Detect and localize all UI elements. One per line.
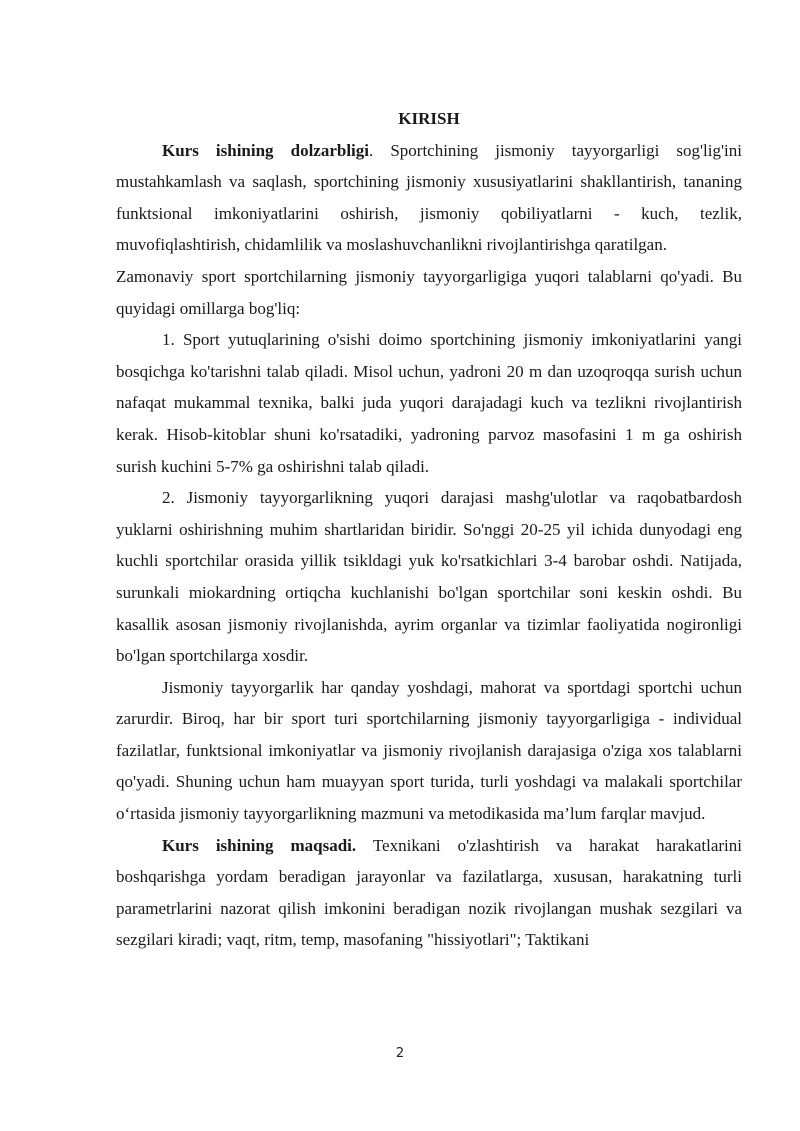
paragraph-text-item-2: 2. Jismoniy tayyorgarlikning yuqori darajasi mashg'ulotlar va raqobatbardosh yuklarni oshirishning muhim shartlaridan biridir. So'nggi 20-25 yil ichida dunyodagi eng kuchli sportchilar orasida yillik tsikldagi yuk ko'rsatkichlari 3-4 barobar oshdi. Natijada, surunkali miokardning ortiqcha kuchlanishi bo'lgan sportchilar soni keskin oshdi. Bu kasallik asosan jismoniy rivojlanishda, ayrim organlar va tizimlar faoliyatida nogironligi bo'lgan sportchilarga xosdir.	[116, 488, 742, 666]
paragraph-relevance	[116, 135, 742, 261]
paragraph-physical-training	[116, 672, 742, 830]
page-number: 2	[395, 1046, 405, 1061]
paragraph-item-1	[116, 324, 742, 482]
paragraph-lead-goal: Kurs ishining maqsadi.	[162, 835, 357, 855]
paragraph-text-relevance: . Sportchining jismoniy tayyorgarligi sog'lig'ini mustahkamlash va saqlash, sportchining jismoniy xususiyatlarini shakllantirish, tananing funktsional imkoniyatlarini oshirish, jismoniy qobiliyatlarni - kuch, tezlik, muvofiqlashtirish, chidamlilik va moslashuvchanlikni rivojlantirishga qaratilgan.	[116, 140, 742, 255]
paragraph-item-2	[116, 482, 742, 672]
paragraph-modern-sport	[116, 261, 742, 324]
paragraph-text-physical-training: Jismoniy tayyorgarlik har qanday yoshdagi, mahorat va sportdagi sportchi uchun zarurdir. Biroq, har bir sport turi sportchilarning jismoniy tayyorgarligiga - individual fazilatlar, funktsional imkoniyatlar va jismoniy rivojlanish darajasiga o'ziga xos talablarni qo'yadi. Shuning uchun ham muayyan sport turida, turli yoshdagi va malakali sportchilar o‘rtasida jismoniy tayyorgarlikning mazmuni va metodikasida ma’lum farqlar mavjud.	[116, 677, 742, 824]
paragraph-lead-relevance: Kurs ishining dolzarbligi	[162, 140, 370, 160]
paragraph-text-modern-sport: Zamonaviy sport sportchilarning jismoniy tayyorgarligiga yuqori talablarni qo'yadi. Bu quyidagi omillarga bog'liq:	[116, 266, 742, 318]
paragraph-text-goal: Texnikani o'zlashtirish va harakat harakatlarini boshqarishga yordam beradigan jarayonlar va fazilatlarga, xususan, harakatning turli parametrlarini nazorat qilish imkonini beradigan nozik rivojlangan mushak sezgilari va sezgilari kiradi; vaqt, ritm, temp, masofaning "hissiyotlari"; Taktikani	[116, 835, 742, 950]
paragraph-text-item-1: 1. Sport yutuqlarining o'sishi doimo sportchining jismoniy imkoniyatlarini yangi bosqichga ko'tarishni talab qiladi. Misol uchun, yadroni 20 m dan uzoqroqqa surish uchun nafaqat mukammal texnika, balki juda yuqori darajadagi kuch va tezlikni rivojlantirish kerak. Hisob-kitoblar shuni ko'rsatadiki, yadroning parvoz masofasini 1 m ga oshirish surish kuchini 5-7% ga oshirishni talab qiladi.	[116, 330, 742, 476]
paragraph-goal	[116, 830, 742, 956]
page-title: KIRISH	[398, 109, 460, 128]
document-page	[116, 103, 742, 956]
